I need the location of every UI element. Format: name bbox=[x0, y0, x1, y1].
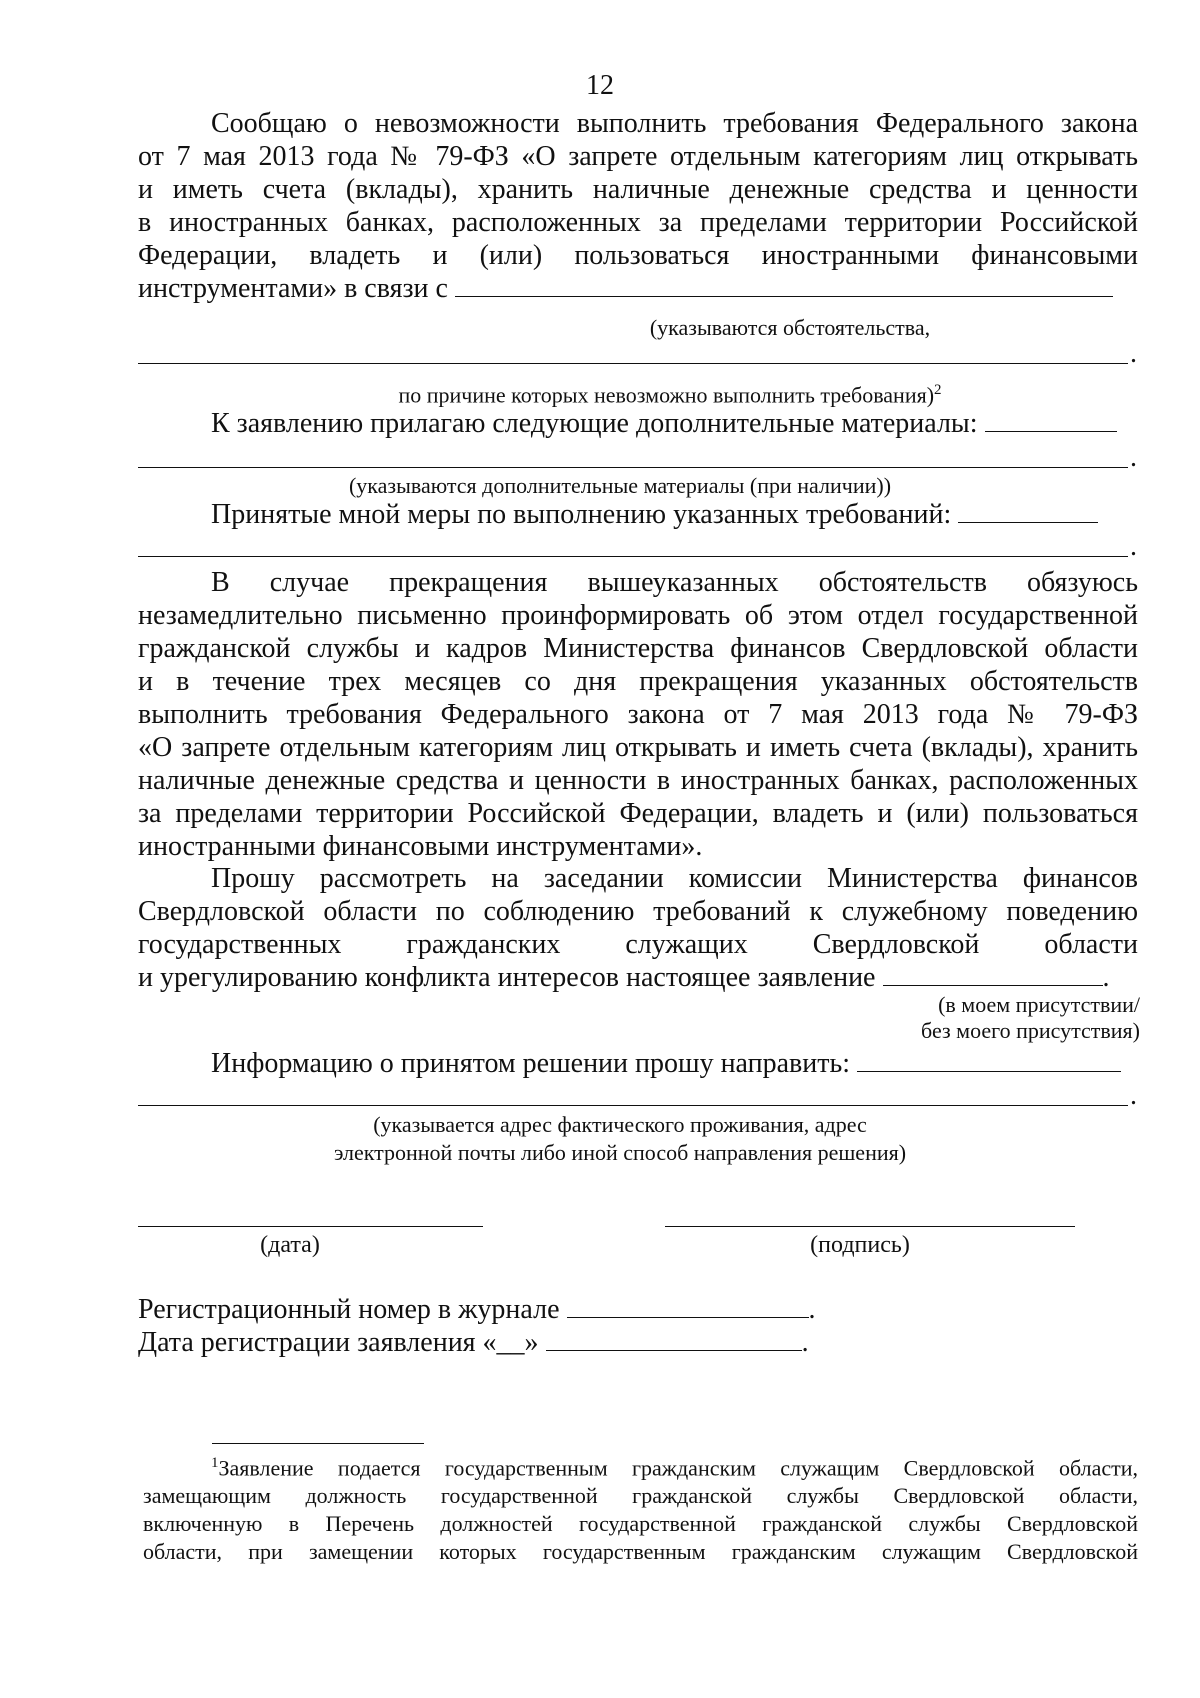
date-caption: (дата) bbox=[260, 1232, 320, 1258]
measures-blank[interactable] bbox=[958, 522, 1098, 523]
text-line: и иметь счета (вклады), хранить наличные денежные средства и ценности bbox=[138, 174, 1138, 205]
period: . bbox=[1130, 1080, 1137, 1111]
caption-address-1: (указывается адрес фактического проживания, адрес bbox=[373, 1112, 867, 1137]
text-line: Федерации, владеть и (или) пользоваться иностранными финансовыми bbox=[138, 240, 1138, 271]
measures-blank-line[interactable] bbox=[138, 556, 1128, 557]
paragraph-request bbox=[138, 862, 1138, 994]
reg-number-blank[interactable] bbox=[567, 1317, 809, 1318]
info-blank-line[interactable] bbox=[138, 1105, 1128, 1106]
text-line: государственных гражданских служащих Свердловской области bbox=[138, 929, 1138, 960]
text-line: в иностранных банках, расположенных за пределами территории Российской bbox=[138, 207, 1138, 238]
caption-presence-2: без моего присутствия) bbox=[921, 1018, 1140, 1043]
text-line-with-blank bbox=[138, 272, 1138, 305]
text-line: от 7 мая 2013 года № 79-ФЗ «О запрете отдельным категориям лиц открывать bbox=[138, 141, 1138, 172]
text-line: Свердловской области по соблюдению требований к служебному поведению bbox=[138, 896, 1138, 927]
footnote-line: $^1$Заявление подается государственным гражданским служащим Свердловской области, bbox=[211, 1455, 1138, 1481]
materials-line bbox=[211, 407, 1138, 440]
materials-blank[interactable] bbox=[985, 431, 1117, 432]
text-line: В случае прекращения вышеуказанных обстоятельств обязуюсь bbox=[211, 567, 1138, 598]
circumstances-blank-line[interactable] bbox=[138, 363, 1128, 364]
paragraph-obligation bbox=[138, 566, 1138, 863]
caption-circumstances: (указываются обстоятельства, bbox=[649, 315, 931, 340]
text-line: «О запрете отдельным категориям лиц открывать и иметь счета (вклады), хранить bbox=[138, 732, 1138, 763]
caption-materials: (указываются дополнительные материалы (при наличии)) bbox=[348, 473, 892, 498]
reg-date-blank[interactable] bbox=[546, 1350, 802, 1351]
caption-circumstances-reason: по причине которых невозможно выполнить требования)$^2$ bbox=[398, 382, 942, 408]
footnote-line: области, при замещении которых государственным гражданским служащим Свердловской bbox=[143, 1539, 1138, 1565]
info-blank[interactable] bbox=[857, 1071, 1121, 1072]
text-line: гражданской службы и кадров Министерства финансов Свердловской области bbox=[138, 633, 1138, 664]
footnote-line: замещающим должность государственной гражданской службы Свердловской области, bbox=[143, 1483, 1138, 1509]
text-line-with-blank: и урегулированию конфликта интересов настоящее заявление . bbox=[138, 962, 1110, 993]
registration-number-line: Регистрационный номер в журнале . bbox=[138, 1294, 816, 1325]
circumstances-blank[interactable] bbox=[455, 296, 1113, 297]
measures-line bbox=[211, 498, 1138, 531]
signature-blank-line[interactable] bbox=[665, 1226, 1075, 1227]
text-line: и урегулированию конфликта интересов настоящее заявление bbox=[138, 962, 876, 993]
caption-address-2: электронной почты либо иной способ направления решения) bbox=[333, 1140, 907, 1165]
footnote-separator bbox=[212, 1443, 424, 1444]
info-line bbox=[211, 1047, 1138, 1080]
paragraph-impossibility bbox=[138, 107, 1138, 305]
page-number: 12 bbox=[586, 70, 614, 101]
date-blank-line[interactable] bbox=[138, 1226, 483, 1227]
footnote-ref-1: 1 bbox=[211, 1455, 219, 1471]
text-line: и в течение трех месяцев со дня прекращения указанных обстоятельств bbox=[138, 666, 1138, 697]
footnote-line: включенную в Перечень должностей государственной гражданской службы Свердловской bbox=[143, 1511, 1138, 1537]
footnote-ref-2: 2 bbox=[934, 382, 942, 398]
footnote bbox=[143, 1449, 1138, 1566]
text-line: выполнить требования Федерального закона от 7 мая 2013 года № 79-ФЗ bbox=[138, 699, 1138, 730]
reg-number-label: Регистрационный номер в журнале bbox=[138, 1294, 560, 1325]
registration-date-line: Дата регистрации заявления «__» . bbox=[138, 1327, 809, 1358]
info-label: Информацию о принятом решении прошу направить: bbox=[211, 1048, 851, 1079]
materials-blank-line[interactable] bbox=[138, 467, 1128, 468]
period: . bbox=[1130, 338, 1137, 369]
text-line: Сообщаю о невозможности выполнить требования Федерального закона bbox=[211, 108, 1138, 139]
measures-label: Принятые мной меры по выполнению указанных требований: bbox=[211, 499, 952, 530]
period: . bbox=[1130, 442, 1137, 473]
signature-caption: (подпись) bbox=[810, 1232, 910, 1258]
presence-blank[interactable] bbox=[883, 985, 1103, 986]
text-line: за пределами территории Российской Федерации, владеть и (или) пользоваться bbox=[138, 798, 1138, 829]
reg-date-label: Дата регистрации заявления «__» bbox=[138, 1327, 539, 1358]
caption-presence-1: (в моем присутствии/ bbox=[938, 992, 1140, 1017]
text-line: Прошу рассмотреть на заседании комиссии Министерства финансов bbox=[211, 863, 1138, 894]
text-line: наличные денежные средства и ценности в иностранных банках, расположенных bbox=[138, 765, 1138, 796]
period: . bbox=[1130, 531, 1137, 562]
materials-label: К заявлению прилагаю следующие дополнительные материалы: bbox=[211, 408, 978, 439]
text-line: иностранными финансовыми инструментами». bbox=[138, 831, 703, 862]
text-line: незамедлительно письменно проинформировать об этом отдел государственной bbox=[138, 600, 1138, 631]
text-line: инструментами» в связи с bbox=[138, 273, 448, 304]
